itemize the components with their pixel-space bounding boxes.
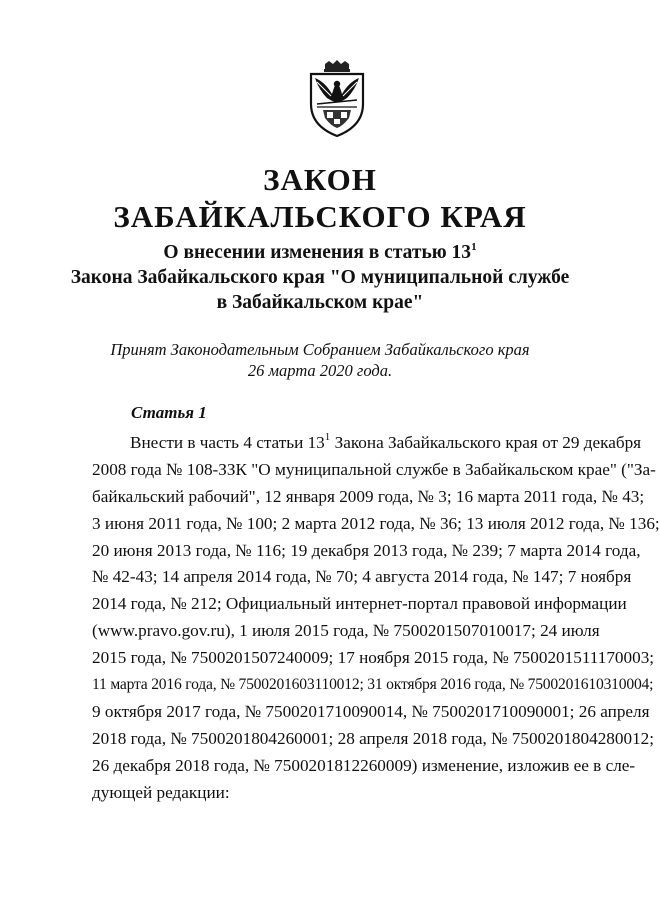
article-line: 11 марта 2016 года, № 7500201603110012; 31 октября 2016 года, № 7500201610310004; — [92, 676, 654, 694]
article-line: 9 октября 2017 года, № 7500201710090014, № 7500201710090001; 26 апреля — [92, 701, 650, 721]
subtitle-superscript: 1 — [471, 241, 477, 253]
document-title: ЗАКОН — [263, 162, 377, 197]
article-line — [92, 430, 642, 457]
article-heading: Статья 1 — [131, 403, 207, 422]
article-line: 2008 года № 108-ЗЗК "О муниципальной службе в Забайкальском крае" ("За- — [92, 459, 656, 479]
coat-of-arms-icon — [305, 60, 369, 138]
article-line: 2014 года, № 212; Официальный интернет-портал правовой информации — [92, 594, 627, 614]
article-superscript: 1 — [324, 431, 331, 443]
article-line-text: Закона Забайкальского края от 29 декабря — [330, 433, 642, 452]
subtitle-text: О внесении изменения в статью 13 — [163, 242, 472, 263]
article-line: 26 декабря 2018 года, № 7500201812260009) изменение, изложив ее в сле- — [92, 755, 636, 775]
document-subtitle-line1 — [0, 240, 640, 265]
adoption-note: Принят Законодательным Собранием Забайкальского края — [110, 340, 530, 359]
article-line: 3 июня 2011 года, № 100; 2 марта 2012 года, № 36; 13 июля 2012 года, № 136; — [92, 513, 660, 533]
article-line: 2015 года, № 7500201507240009; 17 ноября 2015 года, № 7500201511170003; — [92, 648, 655, 668]
document-subtitle-line2: Закона Забайкальского края "О муниципальной службе — [70, 267, 570, 288]
article-line-text: Внести в часть 4 статьи 13 — [130, 433, 325, 452]
article-line: 2018 года, № 7500201804260001; 28 апреля 2018 года, № 7500201804280012; — [92, 728, 655, 748]
document-subtitle-line3: в Забайкальском крае" — [216, 292, 424, 313]
article-line: № 42-43; 14 апреля 2014 года, № 70; 4 августа 2014 года, № 147; 7 ноября — [92, 567, 632, 587]
document-title-region: ЗАБАЙКАЛЬСКОГО КРАЯ — [113, 199, 527, 234]
adoption-date: 26 марта 2020 года. — [247, 361, 393, 380]
article-line: байкальский рабочий", 12 января 2009 года, № 3; 16 марта 2011 года, № 43; — [92, 486, 645, 506]
article-line: 20 июня 2013 года, № 116; 19 декабря 2013 года, № 239; 7 марта 2014 года, — [92, 540, 641, 560]
article-line: (www.pravo.gov.ru), 1 июля 2015 года, № 7500201507010017; 24 июля — [92, 621, 600, 641]
article-body — [92, 430, 660, 806]
article-line: дующей редакции: — [92, 782, 230, 802]
